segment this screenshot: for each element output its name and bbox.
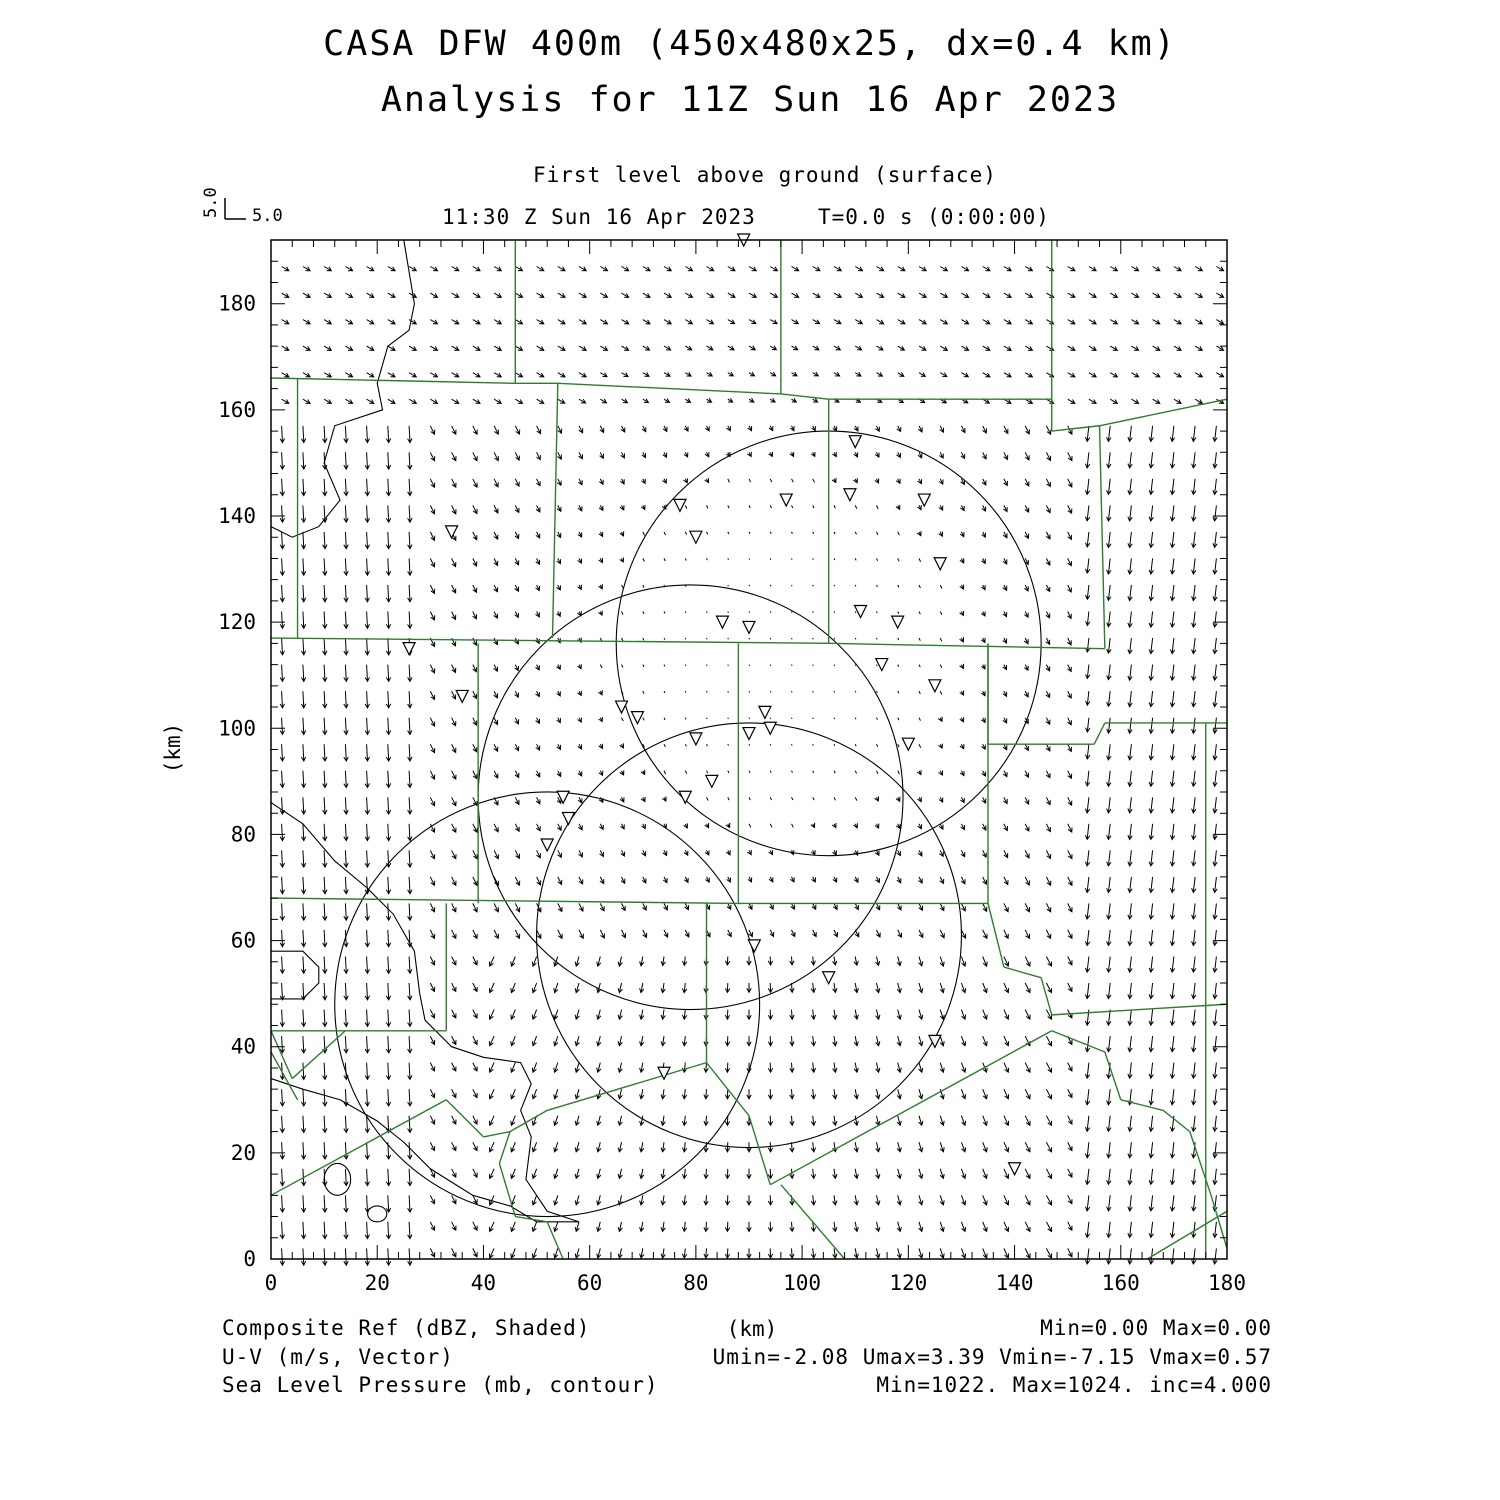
station-marker [706,775,718,787]
y-tick-label: 180 [218,291,256,316]
wind-vector-field [280,267,1224,1266]
y-tick-label: 0 [243,1247,256,1271]
wind-vectors [280,267,1224,1266]
station-marker [562,812,574,824]
y-tick-label: 80 [230,822,256,847]
pressure-contours [271,240,579,1222]
county-border [499,1132,510,1164]
county-border [515,1217,547,1222]
county-border [499,1163,515,1216]
county-border [1100,426,1105,649]
county-border [1100,399,1227,426]
county-border [1004,967,1041,978]
station-marker [716,616,728,628]
y-tick-label: 100 [218,716,256,741]
station-marker [690,733,702,745]
x-tick-label: 100 [783,1271,822,1295]
vector-key [201,187,283,226]
county-border [552,383,557,638]
axis-ticks [218,240,1246,1295]
footer-field3-stats: Min=1022. Max=1024. inc=4.000 [876,1373,1272,1397]
county-border [1190,1132,1211,1196]
station-marker [929,680,941,692]
radar-range-ring [335,792,760,1217]
y-axis-label: (km) [161,722,185,774]
station-marker [690,531,702,543]
county-border [1052,1031,1105,1052]
x-tick-label: 20 [364,1271,390,1295]
station-marker [849,436,861,448]
county-border [781,394,829,399]
y-tick-label: 20 [230,1140,256,1165]
x-tick-label: 0 [264,1271,278,1295]
x-tick-label: 160 [1101,1271,1140,1295]
chart-title-line2: Analysis for 11Z Sun 16 Apr 2023 [380,80,1120,120]
station-marker [876,659,888,671]
county-border [829,643,1105,648]
footer-field2-name: U-V (m/s, Vector) [222,1345,454,1369]
x-axis-label: (km) [726,1317,778,1341]
vector-key-u-label: 5.0 [252,206,283,226]
county-border [1094,723,1105,744]
county-border [483,1132,510,1137]
x-tick-label: 80 [683,1271,709,1295]
pressure-contour-line [271,803,579,1222]
pressure-contour-line [271,240,414,537]
station-marker [764,722,776,734]
y-tick-label: 140 [218,503,256,528]
county-border [271,898,738,903]
station-marker [902,738,914,750]
county-borders [271,240,1227,1259]
chart-title-line1: CASA DFW 400m (450x480x25, dx=0.4 km) [323,24,1177,64]
level-label: First level above ground (surface) [533,163,997,187]
station-marker [759,706,771,718]
station-marker [658,1067,670,1079]
station-marker [679,791,691,803]
x-tick-label: 180 [1208,1271,1246,1295]
county-border [271,378,515,383]
station-marker [855,606,867,618]
station-marker [631,712,643,724]
county-border [770,1031,1051,1185]
county-border [510,1110,547,1131]
y-tick-label: 120 [218,610,256,635]
x-tick-label: 140 [995,1271,1034,1295]
footer-field1-name: Composite Ref (dBZ, Shaded) [222,1316,591,1340]
county-border [1121,1100,1163,1111]
station-marker [823,972,835,984]
county-border [1052,1004,1227,1015]
county-border [988,903,1004,967]
station-marker [918,494,930,506]
county-border [749,1116,770,1185]
county-border [292,1031,345,1079]
station-marker [541,839,553,851]
vector-key-v-label: 5.0 [201,187,221,218]
station-marker [780,494,792,506]
footer-field2-stats: Umin=-2.08 Umax=3.39 Vmin=-7.15 Vmax=0.57 [712,1345,1272,1369]
station-marker [934,558,946,570]
station-marker [1009,1163,1021,1175]
y-tick-label: 60 [230,928,256,953]
footer-field1-stats: Min=0.00 Max=0.00 [1040,1316,1272,1340]
station-marker [892,616,904,628]
x-tick-label: 120 [889,1271,928,1295]
x-tick-label: 40 [470,1271,497,1295]
model-time-label: T=0.0 s (0:00:00) [818,205,1050,229]
county-border [271,1100,446,1196]
footer-field3-name: Sea Level Pressure (mb, contour) [222,1373,659,1397]
valid-time-label: 11:30 Z Sun 16 Apr 2023 [442,205,756,229]
county-border [1052,426,1100,431]
station-marker [403,643,415,655]
county-border [558,383,781,394]
county-border [1163,1110,1190,1131]
county-border [547,1063,706,1111]
x-tick-label: 60 [577,1271,603,1295]
radar-range-ring [478,585,903,1010]
station-marker [844,489,856,501]
y-tick-label: 40 [230,1034,256,1059]
pressure-contour-loop [324,1163,351,1195]
station-marker [743,621,755,633]
pressure-contour-line [271,951,319,999]
station-marker [748,940,760,952]
county-border [446,1100,483,1137]
county-border [547,1222,563,1259]
pressure-contour-loop [368,1206,387,1222]
station-marker [456,690,468,702]
county-border [1211,1195,1227,1248]
station-marker [674,499,686,511]
station-marker [743,728,755,740]
y-tick-label: 160 [218,397,256,422]
